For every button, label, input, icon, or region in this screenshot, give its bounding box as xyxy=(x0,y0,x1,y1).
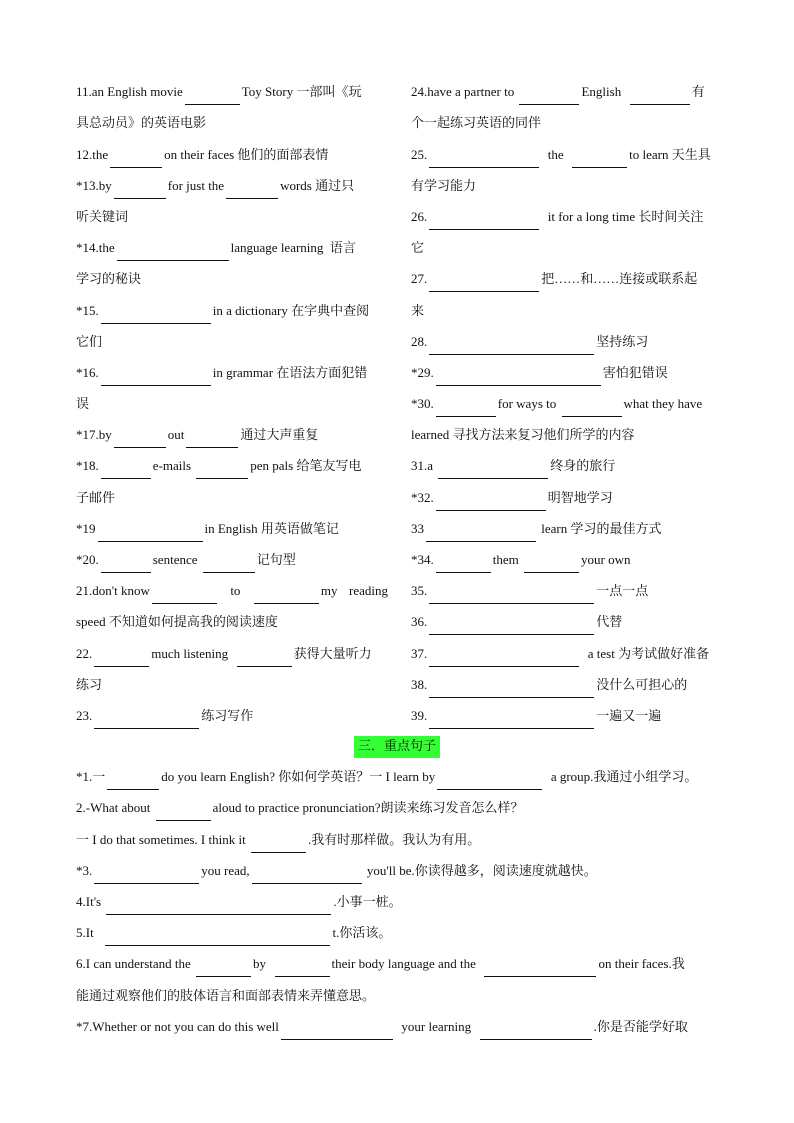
answer-blank[interactable] xyxy=(429,152,539,168)
list-item: *13.by for just the words 通过只 xyxy=(76,173,388,204)
phrase-list-right xyxy=(411,79,721,734)
list-item: 35. 一点一点 xyxy=(411,578,721,609)
list-item: 24.have a partner to English 有 xyxy=(411,79,721,110)
list-item: 个一起练习英语的同伴 xyxy=(411,115,542,131)
answer-blank[interactable] xyxy=(436,401,496,417)
list-item: 27. 把……和……连接或联系起 xyxy=(411,266,721,297)
list-item: 它 xyxy=(411,240,425,256)
list-item: 36. 代替 xyxy=(411,609,721,640)
answer-blank[interactable] xyxy=(101,370,211,386)
answer-blank[interactable] xyxy=(203,557,255,573)
answer-blank[interactable] xyxy=(437,774,542,790)
answer-blank[interactable] xyxy=(107,774,159,790)
sentence-item: 6.I can understand the by their body language and the on their faces.我 xyxy=(76,951,721,982)
list-item: *18. e-mails pen pals 给笔友写电 xyxy=(76,453,388,484)
answer-blank[interactable] xyxy=(196,463,248,479)
list-item: *15. in a dictionary 在字典中查阅 xyxy=(76,297,388,328)
answer-blank[interactable] xyxy=(101,308,211,324)
answer-blank[interactable] xyxy=(117,245,229,261)
answer-blank[interactable] xyxy=(275,961,330,977)
answer-blank[interactable] xyxy=(114,183,166,199)
list-item: 有学习能力 xyxy=(411,177,477,193)
answer-blank[interactable] xyxy=(105,930,330,946)
answer-blank[interactable] xyxy=(426,526,536,542)
list-item: *34. them your own xyxy=(411,547,721,578)
answer-blank[interactable] xyxy=(152,588,217,604)
answer-blank[interactable] xyxy=(429,339,594,355)
answer-blank[interactable] xyxy=(429,682,594,698)
list-item: 来 xyxy=(411,302,425,318)
answer-blank[interactable] xyxy=(429,276,539,292)
list-item: 25. the to learn 天生具 xyxy=(411,141,721,172)
answer-blank[interactable] xyxy=(98,526,203,542)
answer-blank[interactable] xyxy=(630,89,690,105)
list-item: 28. 坚持练习 xyxy=(411,329,721,360)
sentence-item: 能通过观察他们的肢体语言和面部表情来弄懂意思。 xyxy=(76,987,376,1003)
sentence-item: 一 I do that sometimes. I think it .我有时那样做。我认为有用。 xyxy=(76,826,721,857)
list-item: 练习 xyxy=(76,676,103,692)
list-item: learned 寻找方法来复习他们所学的内容 xyxy=(411,427,635,443)
answer-blank[interactable] xyxy=(226,183,278,199)
list-item: speed 不知道如何提高我的阅读速度 xyxy=(76,614,278,630)
answer-blank[interactable] xyxy=(251,837,306,853)
list-item: 39. 一遍又一遍 xyxy=(411,703,721,734)
answer-blank[interactable] xyxy=(94,713,199,729)
section-heading: 三．重点句子 xyxy=(354,736,440,758)
sentence-item: 4.It's .小事一桩。 xyxy=(76,889,721,920)
list-item: 11.an English movie Toy Story 一部叫《玩 xyxy=(76,79,388,110)
list-item: 21.don't know to my reading xyxy=(76,578,388,609)
answer-blank[interactable] xyxy=(436,495,546,511)
answer-blank[interactable] xyxy=(196,961,251,977)
list-item: 误 xyxy=(76,396,90,412)
answer-blank[interactable] xyxy=(572,152,627,168)
answer-blank[interactable] xyxy=(519,89,579,105)
answer-blank[interactable] xyxy=(185,89,240,105)
answer-blank[interactable] xyxy=(254,588,319,604)
list-item: 它们 xyxy=(76,333,103,349)
list-item: *19 in English 用英语做笔记 xyxy=(76,516,388,547)
answer-blank[interactable] xyxy=(110,152,162,168)
list-item: 子邮件 xyxy=(76,489,116,505)
answer-blank[interactable] xyxy=(106,899,331,915)
list-item: 31.a 终身的旅行 xyxy=(411,453,721,484)
answer-blank[interactable] xyxy=(156,805,211,821)
answer-blank[interactable] xyxy=(436,370,601,386)
list-item: 具总动员》的英语电影 xyxy=(76,115,207,131)
answer-blank[interactable] xyxy=(436,557,491,573)
list-item: 33 learn 学习的最佳方式 xyxy=(411,516,721,547)
list-item: *30. for ways to what they have xyxy=(411,391,721,422)
answer-blank[interactable] xyxy=(438,463,548,479)
answer-blank[interactable] xyxy=(101,463,151,479)
answer-blank[interactable] xyxy=(524,557,579,573)
list-item: *14.the language learning 语言 xyxy=(76,235,388,266)
list-item: 23. 练习写作 xyxy=(76,703,388,734)
section-heading-row xyxy=(0,736,794,758)
list-item: 听关键词 xyxy=(76,208,129,224)
list-item: 22. much listening 获得大量听力 xyxy=(76,640,388,671)
key-sentences xyxy=(76,764,721,1045)
answer-blank[interactable] xyxy=(252,868,362,884)
list-item: 26. it for a long time 长时间关注 xyxy=(411,204,721,235)
sentence-item: 5.It t.你活该。 xyxy=(76,920,721,951)
sentence-item: *1.一 do you learn English? 你如何学英语？一 I learn by a group.我通过小组学习。 xyxy=(76,764,721,795)
list-item: *32. 明智地学习 xyxy=(411,484,721,515)
answer-blank[interactable] xyxy=(480,1024,592,1040)
answer-blank[interactable] xyxy=(114,432,166,448)
list-item: 学习的秘诀 xyxy=(76,271,142,287)
sentence-item: 2.-What about aloud to practice pronunciation?朗读来练习发音怎么样？ xyxy=(76,795,721,826)
answer-blank[interactable] xyxy=(429,214,539,230)
list-item: *20. sentence 记句型 xyxy=(76,547,388,578)
answer-blank[interactable] xyxy=(484,961,596,977)
sentence-item: *3. you read, you'll be.你读得越多，阅读速度就越快。 xyxy=(76,858,721,889)
answer-blank[interactable] xyxy=(281,1024,393,1040)
list-item: *29. 害怕犯错误 xyxy=(411,360,721,391)
list-item: 38. 没什么可担心的 xyxy=(411,672,721,703)
answer-blank[interactable] xyxy=(94,868,199,884)
list-item: *16. in grammar 在语法方面犯错 xyxy=(76,360,388,391)
answer-blank[interactable] xyxy=(237,651,292,667)
answer-blank[interactable] xyxy=(429,588,594,604)
answer-blank[interactable] xyxy=(186,432,238,448)
phrase-list-left xyxy=(76,79,388,734)
list-item: *17.by out 通过大声重复 xyxy=(76,422,388,453)
answer-blank[interactable] xyxy=(101,557,151,573)
answer-blank[interactable] xyxy=(429,619,594,635)
list-item: 12.the on their faces 他们的面部表情 xyxy=(76,141,388,172)
answer-blank[interactable] xyxy=(94,651,149,667)
answer-blank[interactable] xyxy=(429,713,594,729)
list-item: 37. a test 为考试做好准备 xyxy=(411,640,721,671)
sentence-item: *7.Whether or not you can do this well your learning .你是否能学好取 xyxy=(76,1014,721,1045)
answer-blank[interactable] xyxy=(562,401,622,417)
answer-blank[interactable] xyxy=(429,651,579,667)
